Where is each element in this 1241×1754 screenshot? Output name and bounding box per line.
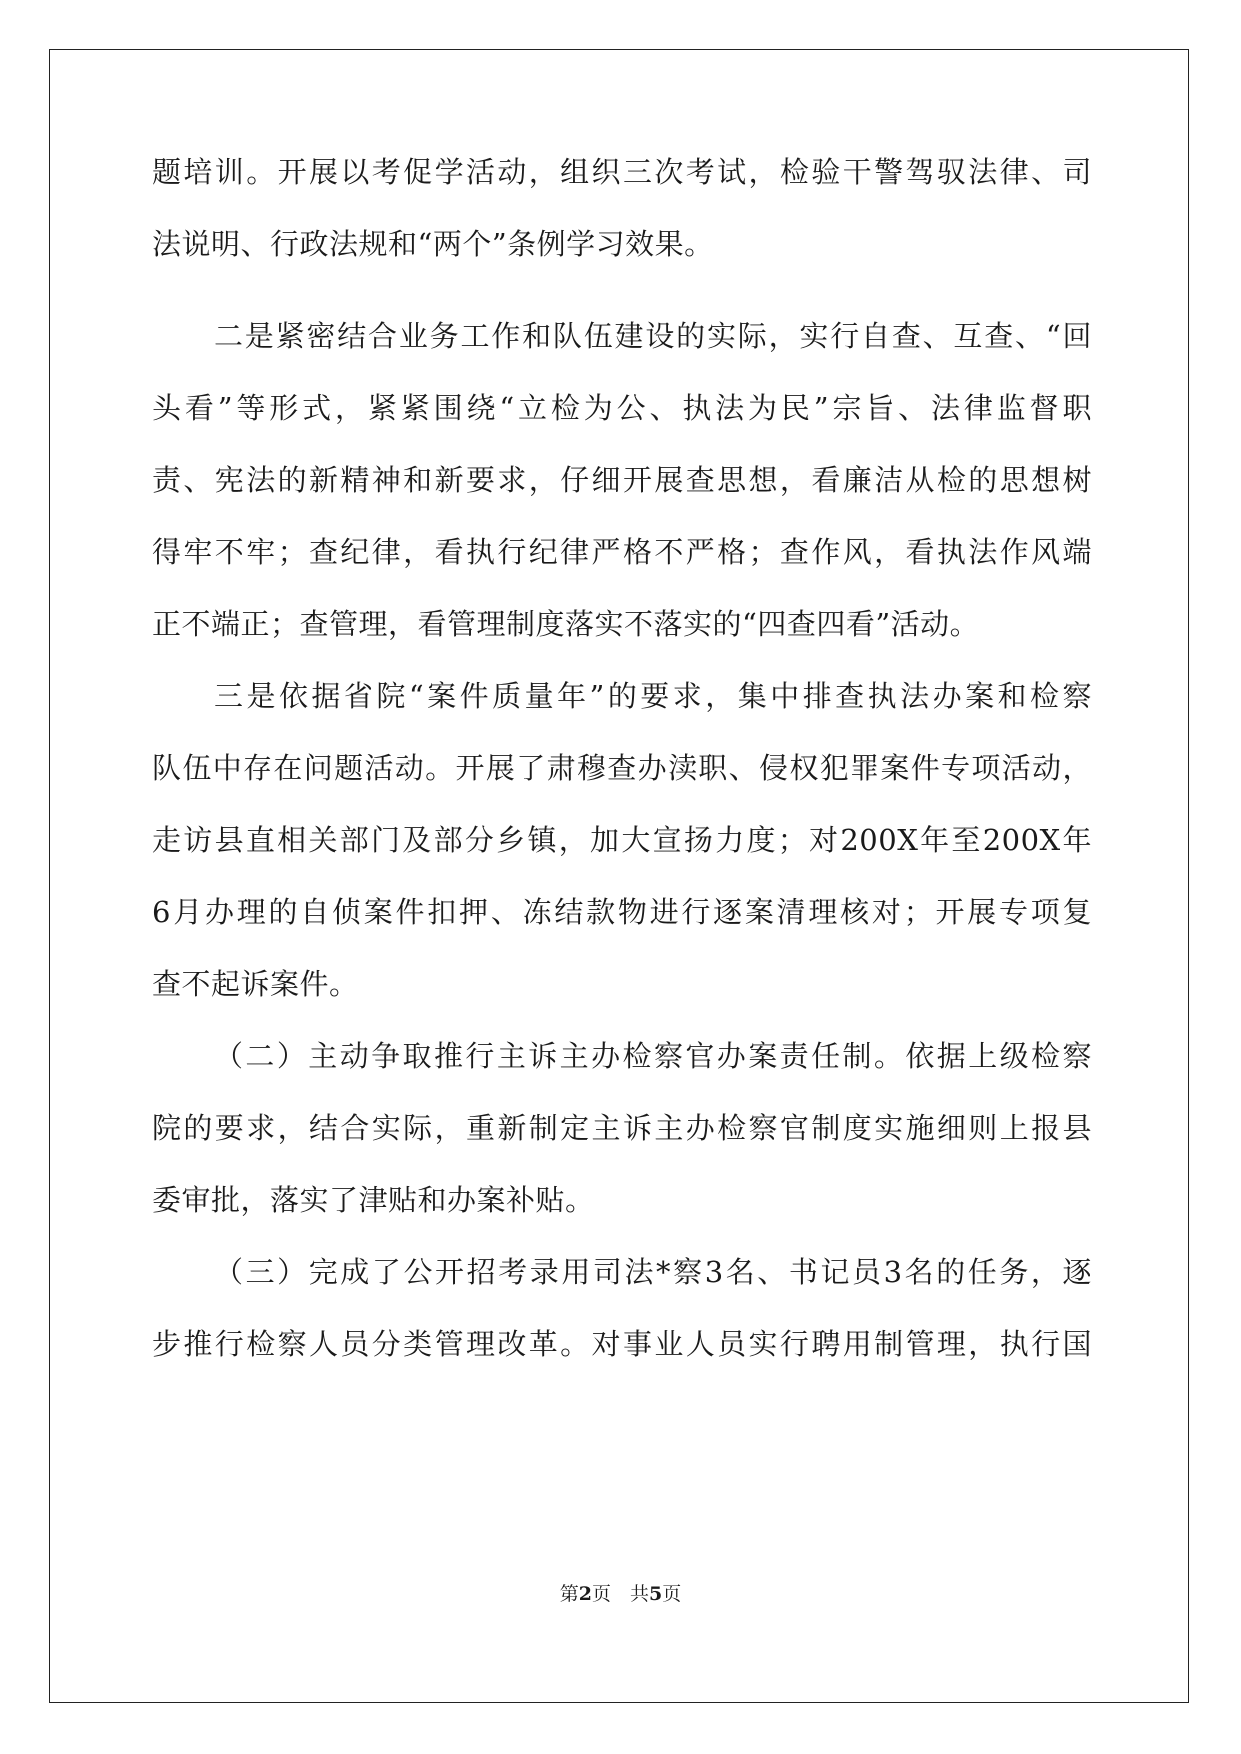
current-page-number: 2 xyxy=(578,1583,592,1605)
text-line: 步推行检察人员分类管理改革。对事业人员实行聘用制管理，执行国 xyxy=(152,1327,1092,1361)
text-line: 二是紧密结合业务工作和队伍建设的实际，实行自查、互查、“回 xyxy=(214,319,1092,353)
text-line: 走访县直相关部门及部分乡镇，加大宣扬力度；对200X年至200X年 xyxy=(152,823,1092,857)
text-line: 6月办理的自侦案件扣押、冻结款物进行逐案清理核对；开展专项复 xyxy=(152,895,1092,929)
footer-mid: 页 共 xyxy=(591,1583,649,1605)
text-line: 正不端正；查管理，看管理制度落实不落实的“四查四看”活动。 xyxy=(152,607,980,641)
page-footer xyxy=(0,1582,1241,1606)
text-line: 委审批，落实了津贴和办案补贴。 xyxy=(152,1183,595,1217)
footer-prefix: 第 xyxy=(559,1583,579,1605)
text-line: 法说明、行政法规和“两个”条例学习效果。 xyxy=(152,227,714,261)
text-line: （三）完成了公开招考录用司法*察3名、书记员3名的任务，逐 xyxy=(214,1255,1092,1289)
text-line: 三是依据省院“案件质量年”的要求，集中排查执法办案和检察 xyxy=(214,679,1092,713)
text-line: 查不起诉案件。 xyxy=(152,967,359,1001)
text-line: 队伍中存在问题活动。开展了肃穆查办渎职、侵权犯罪案件专项活动， xyxy=(152,751,1092,785)
text-line: 院的要求，结合实际，重新制定主诉主办检察官制度实施细则上报县 xyxy=(152,1111,1092,1145)
footer-suffix: 页 xyxy=(662,1583,682,1605)
text-line: 题培训。开展以考促学活动，组织三次考试，检验干警驾驭法律、司 xyxy=(152,155,1092,189)
text-line: 得牢不牢；查纪律，看执行纪律严格不严格；查作风，看执法作风端 xyxy=(152,535,1092,569)
total-page-number: 5 xyxy=(649,1583,663,1605)
page-border xyxy=(49,49,1189,1703)
text-line: （二）主动争取推行主诉主办检察官办案责任制。依据上级检察 xyxy=(214,1039,1092,1073)
text-line: 责、宪法的新精神和新要求，仔细开展查思想，看廉洁从检的思想树 xyxy=(152,463,1092,497)
text-line: 头看”等形式，紧紧围绕“立检为公、执法为民”宗旨、法律监督职 xyxy=(152,391,1092,425)
